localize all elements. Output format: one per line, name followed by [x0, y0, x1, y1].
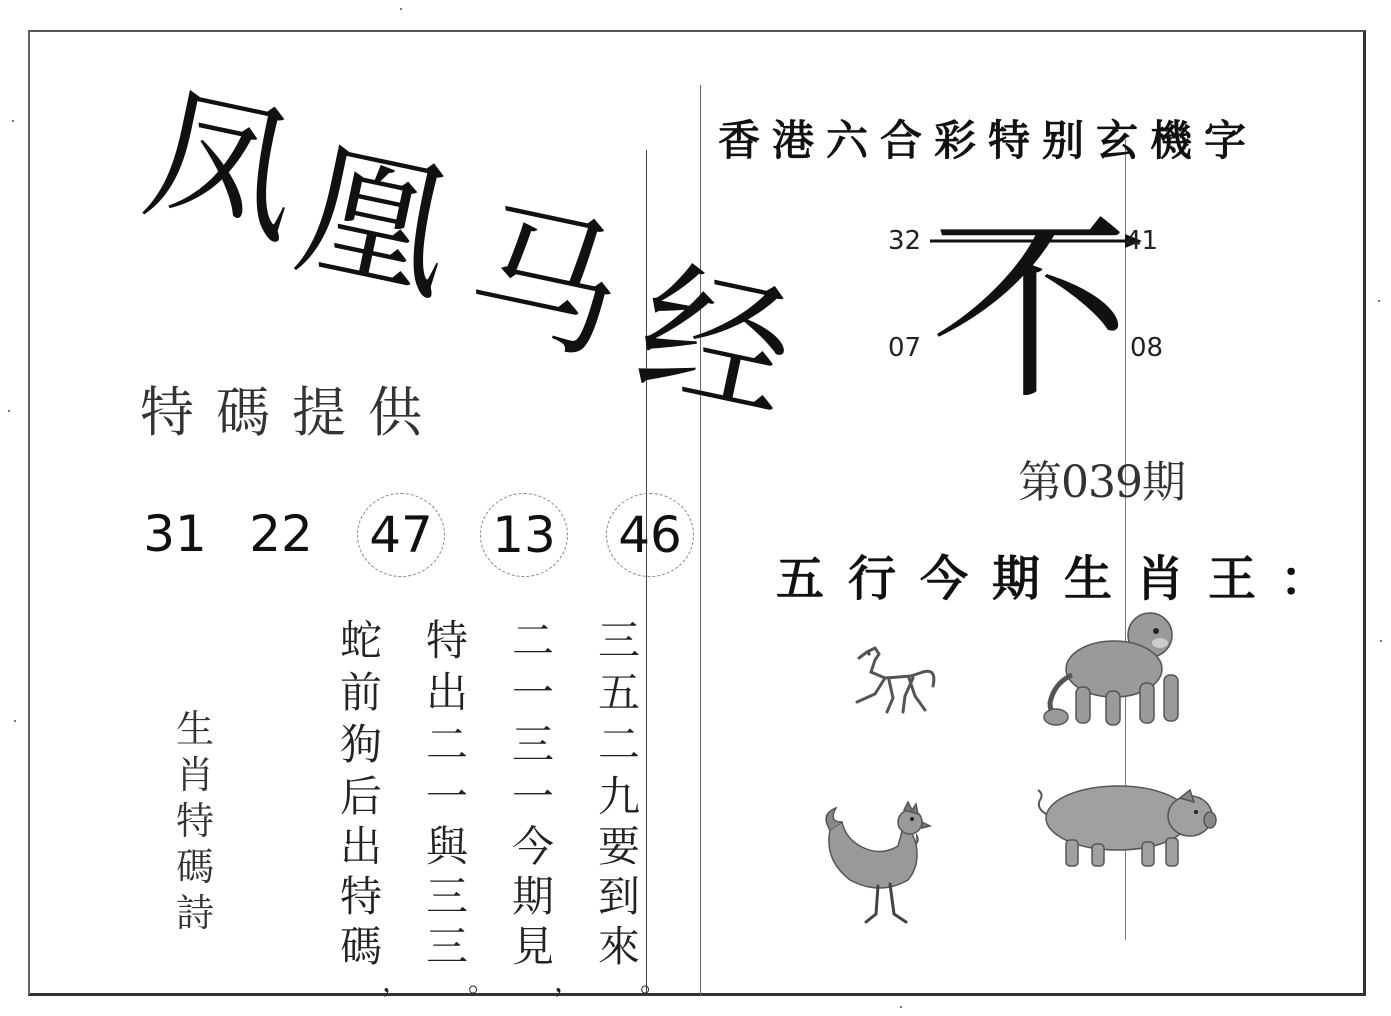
- title-char: 凤: [131, 66, 315, 268]
- corner-number: 07: [888, 333, 922, 363]
- issue-number: [1018, 446, 1185, 510]
- poem-row: 后一一九: [340, 772, 685, 821]
- issue-suffix: 期: [1141, 457, 1185, 508]
- poem-row: 狗二三二: [340, 720, 685, 769]
- mystery-character: 不: [930, 195, 1131, 428]
- poem-row: 特三期到: [340, 872, 685, 921]
- pig-icon: [1030, 772, 1220, 872]
- scan-speck: [14, 720, 16, 722]
- corner-number: 41: [1125, 226, 1159, 256]
- rooster-icon: [820, 800, 940, 930]
- scan-speck: [1378, 300, 1380, 302]
- scan-speck: [8, 410, 10, 412]
- provide-label: 特碼提供: [140, 381, 444, 444]
- monkey-icon: [1036, 605, 1196, 740]
- subtitle: 香港六合彩特别玄機字: [718, 116, 1259, 165]
- side-label-char: 詩: [175, 891, 214, 935]
- number-item: 31: [143, 505, 207, 563]
- poem-row: 前出一五: [340, 668, 685, 717]
- corner-number: 08: [1130, 333, 1164, 363]
- side-label-char: 生: [175, 707, 214, 751]
- side-label-char: 肖: [175, 753, 214, 797]
- divider-line: [700, 85, 701, 995]
- number-item-circled: 13: [480, 493, 568, 577]
- side-label-char: 特: [175, 799, 214, 843]
- zodiac-heading: 五行今期生肖王：: [776, 551, 1353, 607]
- issue-value: 039: [1061, 457, 1142, 508]
- scan-speck: [12, 120, 14, 122]
- title-char: 马: [453, 182, 637, 384]
- scan-speck: [400, 8, 402, 10]
- number-item-circled: 47: [357, 493, 445, 577]
- poem-row: 出與今要: [340, 822, 685, 871]
- corner-number: 32: [888, 226, 922, 256]
- title-char: 经: [623, 242, 807, 444]
- punctuation-row: ，。，。: [382, 965, 741, 998]
- side-label-char: 碼: [175, 845, 214, 889]
- horse-icon: [845, 642, 945, 722]
- title-char: 凰: [283, 122, 467, 324]
- number-item: 22: [249, 505, 313, 563]
- poem-row: 碼三見來: [340, 922, 685, 971]
- number-item-circled: 46: [606, 493, 694, 577]
- side-label: [170, 706, 220, 936]
- scan-speck: [1380, 640, 1382, 642]
- poem-row: 蛇特二三: [340, 616, 685, 665]
- issue-prefix: 第: [1018, 457, 1061, 508]
- scan-speck: [900, 1006, 902, 1008]
